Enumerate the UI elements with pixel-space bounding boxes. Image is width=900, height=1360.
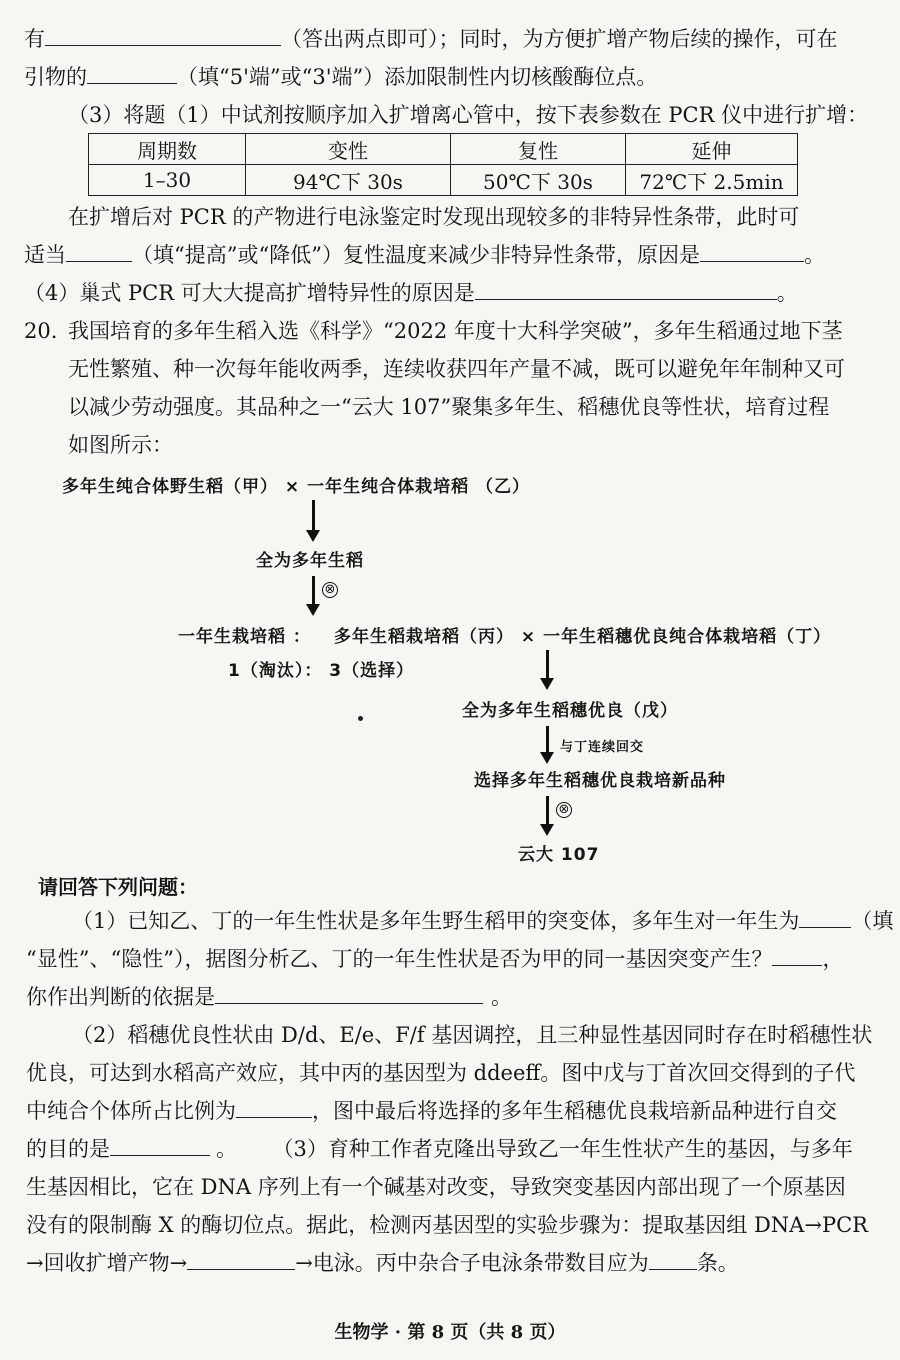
table-header: 复性 bbox=[451, 134, 626, 165]
text-line bbox=[26, 1096, 837, 1126]
down-arrow-icon bbox=[540, 796, 554, 836]
answer-blank[interactable] bbox=[700, 241, 804, 262]
text-line: 优良，可达到水稻高产效应，其中丙的基因型为 ddeeff。图中戊与丁首次回交得到的子代 bbox=[26, 1061, 856, 1085]
text: （1）已知乙、丁的一年生性状是多年生野生稻甲的突变体，多年生对一年生为 bbox=[72, 909, 800, 933]
text: （3）育种工作者克隆出导致乙一年生性状产生的基因，与多年 bbox=[283, 1137, 853, 1161]
flow-backcross-note: 与丁连续回交 bbox=[560, 740, 645, 755]
flow-f4: 选择多年生稻穗优良栽培新品种 bbox=[474, 771, 726, 791]
text: 。 bbox=[491, 985, 512, 1009]
pcr-parameter-table bbox=[88, 133, 798, 196]
flow-f2-ratio: 1（淘汰）： 3（选择） bbox=[228, 661, 415, 681]
answer-blank[interactable] bbox=[87, 63, 177, 84]
text-line: 我国培育的多年生稻入选《科学》“2022 年度十大科学突破”，多年生稻通过地下茎 bbox=[68, 319, 843, 343]
text: （答出两点即可）；同时，为方便扩增产物后续的操作，可在 bbox=[281, 27, 838, 51]
text: 你作出判断的依据是 bbox=[26, 985, 215, 1009]
table-cell: 72℃下 2.5min bbox=[626, 165, 798, 196]
answer-blank[interactable] bbox=[110, 1135, 210, 1156]
answer-blank[interactable] bbox=[215, 983, 483, 1004]
text-line: 以减少劳动强度。其品种之一“云大 107”聚集多年生、稻穗优良等性状，培育过程 bbox=[68, 395, 830, 419]
speck bbox=[358, 716, 363, 721]
text: “显性”、“隐性”），据图分析乙、丁的一年生性状是否为甲的同一基因突变产生？ bbox=[26, 947, 773, 971]
text: 中纯合个体所占比例为 bbox=[26, 1099, 236, 1123]
selfing-icon: ⊗ bbox=[556, 802, 572, 818]
text-line: 如图所示： bbox=[68, 433, 173, 457]
table-header: 延伸 bbox=[626, 134, 798, 165]
text: 。 bbox=[776, 281, 798, 305]
text: （填“5'端”或“3'端”）添加限制性内切核酸酶位点。 bbox=[177, 65, 658, 89]
text: （填“提高”或“降低”）复性温度来减少非特异性条带，原因是 bbox=[132, 243, 700, 267]
text-line bbox=[24, 240, 825, 270]
text-line bbox=[26, 944, 843, 974]
page-footer: 生物学 · 第 8 页（共 8 页） bbox=[334, 1322, 566, 1343]
text: 。 bbox=[803, 243, 825, 267]
text-line bbox=[26, 1134, 853, 1164]
flow-f1: 全为多年生稻 bbox=[256, 551, 364, 571]
text: （4）巢式 PCR 可大大提高扩增特异性的原因是 bbox=[24, 281, 475, 305]
text: →回收扩增产物→ bbox=[26, 1251, 188, 1275]
down-arrow-icon bbox=[306, 500, 320, 542]
text: 条。 bbox=[696, 1251, 739, 1275]
table-row bbox=[89, 165, 798, 196]
text-line bbox=[26, 982, 512, 1012]
down-arrow-icon bbox=[306, 576, 320, 616]
answer-blank[interactable] bbox=[799, 907, 851, 928]
text-line: 在扩增后对 PCR 的产物进行电泳鉴定时发现出现较多的非特异性条带，此时可 bbox=[68, 205, 800, 229]
text: 的目的是 bbox=[26, 1137, 110, 1161]
down-arrow-icon bbox=[540, 650, 554, 690]
answer-blank[interactable] bbox=[66, 241, 132, 262]
text: （填 bbox=[851, 909, 894, 933]
text: 适当 bbox=[24, 243, 66, 267]
text-line: 无性繁殖、种一次每年能收两季，连续收获四年产量不减，既可以避免年年制种又可 bbox=[68, 357, 845, 381]
questions-intro: 请回答下列问题： bbox=[38, 875, 198, 899]
text: 有 bbox=[24, 27, 45, 51]
text-line bbox=[26, 1248, 739, 1278]
text-line: 生基因相比，它在 DNA 序列上有一个碱基对改变，导致突变基因内部出现了一个原基因 bbox=[26, 1175, 846, 1199]
down-arrow-icon bbox=[540, 726, 554, 764]
flow-result: 云大 107 bbox=[518, 845, 600, 865]
text: ，图中最后将选择的多年生稻穗优良栽培新品种进行自交 bbox=[312, 1099, 837, 1123]
question-3-intro: （3）将题（1）中试剂按顺序加入扩增离心管中，按下表参数在 PCR 仪中进行扩增： bbox=[68, 103, 869, 127]
text-line: （2）稻穗优良性状由 D/d、E/e、F/f 基因调控，且三种显性基因同时存在时稻穗性状 bbox=[72, 1023, 873, 1047]
flow-f3: 全为多年生稻穗优良（戊） bbox=[462, 701, 678, 721]
selfing-icon: ⊗ bbox=[322, 582, 338, 598]
flow-parents: 多年生纯合体野生稻（甲） × 一年生纯合体栽培稻 （乙） bbox=[62, 477, 530, 497]
text-line bbox=[24, 62, 657, 92]
text: ， bbox=[822, 947, 844, 971]
table-header-row bbox=[89, 134, 798, 165]
table-cell: 94℃下 30s bbox=[246, 165, 451, 196]
answer-blank[interactable] bbox=[236, 1097, 312, 1118]
answer-blank[interactable] bbox=[649, 1249, 697, 1270]
answer-blank[interactable] bbox=[187, 1249, 295, 1270]
table-header: 周期数 bbox=[89, 134, 246, 165]
question-20-number: 20. bbox=[24, 319, 58, 343]
flow-f2-cross: 多年生稻栽培稻（丙） × 一年生稻穗优良纯合体栽培稻（丁） bbox=[334, 627, 832, 647]
text-line bbox=[24, 24, 838, 54]
text: 。 bbox=[216, 1137, 237, 1161]
text-line: 没有的限制酶 X 的酶切位点。据此，检测丙基因型的实验步骤为：提取基因组 DNA→PCR bbox=[26, 1213, 868, 1237]
answer-blank[interactable] bbox=[475, 279, 777, 300]
text: →电泳。丙中杂合子电泳条带数目应为 bbox=[295, 1251, 649, 1275]
table-header: 变性 bbox=[246, 134, 451, 165]
text-line bbox=[24, 278, 798, 308]
answer-blank[interactable] bbox=[772, 945, 822, 966]
text: 引物的 bbox=[24, 65, 87, 89]
table-cell: 1–30 bbox=[89, 165, 246, 196]
flow-f2-annual: 一年生栽培稻 ： bbox=[178, 627, 311, 647]
answer-blank[interactable] bbox=[45, 25, 281, 46]
text-line bbox=[72, 906, 893, 936]
table-cell: 50℃下 30s bbox=[451, 165, 626, 196]
